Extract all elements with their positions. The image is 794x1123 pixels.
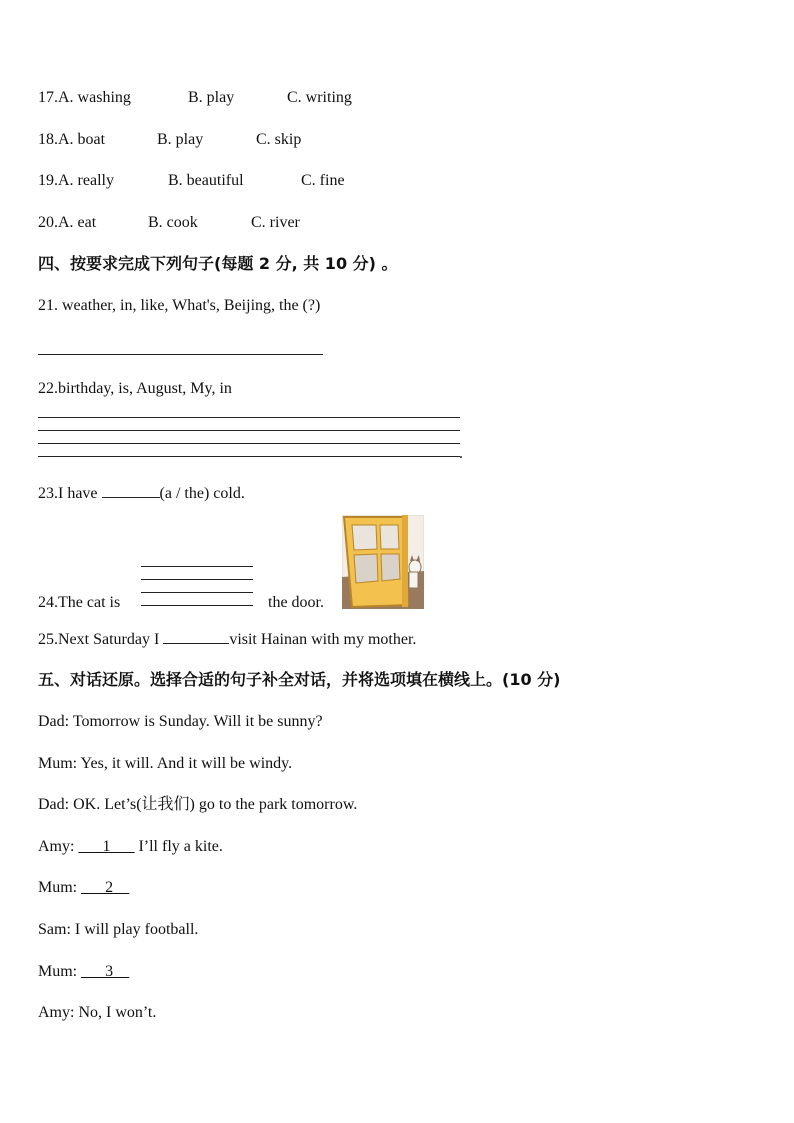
answer-line-24a[interactable] (141, 566, 253, 567)
answer-line-22b[interactable] (38, 430, 460, 431)
question-25-suffix: visit Hainan with my mother. (229, 631, 417, 648)
speaker-label: Sam: (38, 921, 71, 938)
dialogue-line-6 (38, 920, 198, 940)
question-23-prefix: 23.I have (38, 485, 102, 502)
dialogue-text: I’ll fly a kite. (134, 838, 223, 855)
section-4-heading: 四、按要求完成下列句子(每题 2 分, 共 10 分) 。 (38, 254, 398, 273)
question-number: 18. (38, 131, 58, 148)
question-23 (38, 483, 245, 504)
dialogue-line-8 (38, 1003, 156, 1023)
question-24-prefix: 24.The cat is (38, 594, 121, 611)
speaker-label: Mum: (38, 879, 78, 896)
window-pane-1 (352, 525, 377, 550)
dialogue-blank-1[interactable]: ___1___ (78, 838, 135, 855)
speaker-label: Mum: (38, 963, 78, 980)
answer-line-21[interactable] (38, 354, 323, 355)
window-pane-4 (381, 554, 400, 581)
question-17 (38, 88, 352, 108)
question-20 (38, 213, 300, 233)
option-c: C. skip (256, 131, 302, 148)
speaker-label: Dad: (38, 713, 70, 730)
option-b: B. beautiful (168, 172, 244, 189)
dialogue-line-5 (38, 878, 129, 898)
dialogue-line-7 (38, 962, 129, 982)
question-21: 21. weather, in, like, What's, Beijing, the (?) (38, 297, 321, 314)
window-pane-2 (380, 525, 399, 549)
question-number: 19. (38, 172, 58, 189)
dialogue-text: I will play football. (70, 921, 199, 938)
question-23-suffix: (a / the) cold. (159, 485, 245, 502)
dialogue-line-3 (38, 795, 357, 815)
dialogue-line-1 (38, 712, 323, 732)
cat-body-shape (409, 572, 418, 588)
speaker-label: Mum: (38, 755, 78, 772)
option-a: A. really (58, 172, 114, 189)
option-a: A. boat (58, 131, 106, 148)
blank-25[interactable] (163, 629, 229, 644)
dialogue-blank-2[interactable]: ___2__ (81, 879, 130, 896)
option-c: C. fine (301, 172, 345, 189)
option-b: B. cook (148, 214, 198, 231)
answer-line-22d[interactable] (38, 456, 460, 457)
dialogue-text: No, I won’t. (74, 1004, 157, 1021)
question-18 (38, 130, 301, 150)
option-c: C. writing (287, 89, 352, 106)
dialogue-text: OK. Let’s(让我们) go to the park tomorrow. (69, 796, 358, 813)
speaker-label: Dad: (38, 796, 70, 813)
answer-line-22a[interactable] (38, 417, 460, 418)
answer-period-22: . (459, 445, 463, 462)
answer-line-24c[interactable] (141, 592, 253, 593)
dialogue-line-4 (38, 837, 223, 857)
section-5-heading: 五、对话还原。选择合适的句子补全对话，并将选项填在横线上。(10 分) (38, 670, 561, 689)
cat-behind-door-picture (342, 515, 424, 609)
question-25-prefix: 25.Next Saturday I (38, 631, 164, 648)
dialogue-text: Yes, it will. And it will be windy. (77, 755, 293, 772)
dialogue-text: Tomorrow is Sunday. Will it be sunny? (69, 713, 323, 730)
option-c: C. river (251, 214, 300, 231)
speaker-label: Amy: (38, 838, 75, 855)
blank-23[interactable] (102, 483, 160, 498)
window-pane-3 (354, 554, 378, 583)
answer-line-22c[interactable] (38, 443, 460, 444)
question-22: 22.birthday, is, August, My, in (38, 380, 232, 397)
answer-line-24b[interactable] (141, 579, 253, 580)
door-edge-shape (402, 515, 408, 607)
question-number: 17. (38, 89, 58, 106)
question-24-suffix: the door. (268, 594, 324, 611)
option-b: B. play (157, 131, 204, 148)
question-25 (38, 629, 416, 650)
question-19 (38, 171, 345, 191)
option-a: A. washing (58, 89, 131, 106)
dialogue-line-2 (38, 754, 292, 774)
option-a: A. eat (58, 214, 97, 231)
answer-line-24d[interactable] (141, 605, 253, 606)
speaker-label: Amy: (38, 1004, 75, 1021)
question-number: 20. (38, 214, 58, 231)
dialogue-blank-3[interactable]: ___3__ (81, 963, 130, 980)
option-b: B. play (188, 89, 235, 106)
